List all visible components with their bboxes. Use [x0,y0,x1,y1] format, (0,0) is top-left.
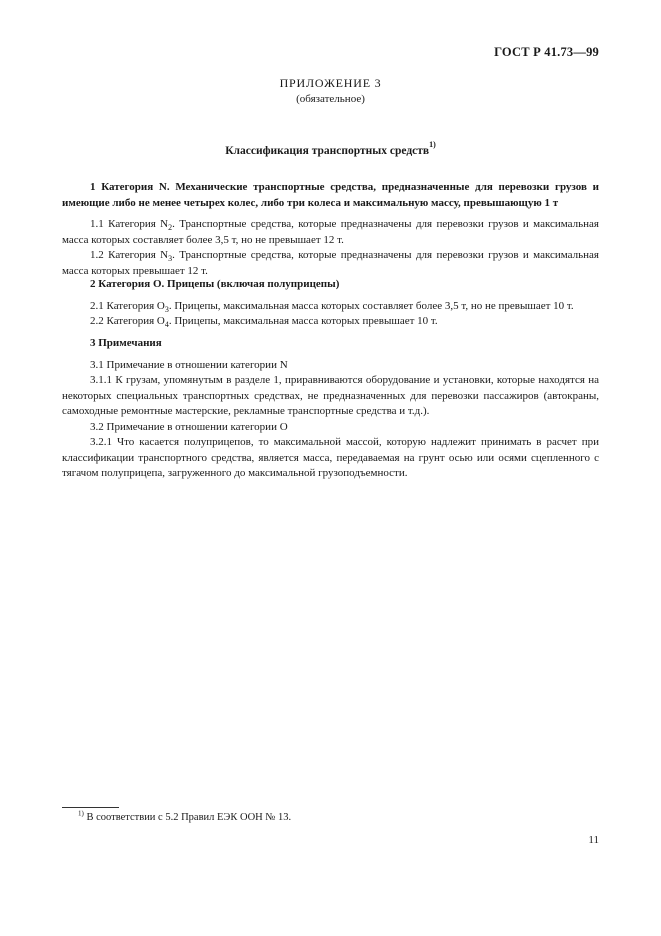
footnote [78,809,292,823]
section-2-heading: 2 Категория О. Прицепы (включая полуприцепы) [90,278,340,290]
item-1-2: 1.2 Категория $N_3$. Транспортные средства, которые предназначены для перевозки грузов и максимальная масса которых превышает 12 т. [62,249,599,277]
section-3-heading: 3 Примечания [90,337,162,349]
title-text: Классификация транспортных средств [225,145,430,157]
note-3-1-1: 3.1.1 К грузам, упомянутым в разделе 1, приравниваются оборудование и установки, которые находятся на некоторых специальных транспортных средствах, не предназначенных для перевозки пассажиров (автокраны, самоходные ремонтные мастерские, рекламные транспортные средства и т.д.). [62,374,599,417]
section-3 [62,336,599,482]
document-header: ГОСТ Р 41.73—99 [494,45,599,59]
note-3-1: 3.1 Примечание в отношении категории N [90,358,288,371]
section-title [62,140,599,157]
item-2-1: 2.1 Категория $О_3$. Прицепы, максимальная масса которых составляет более 3,5 т, но не превышает 10 т. [90,299,574,314]
footnote-text: В соответствии с 5.2 Правил ЕЭК ООН № 13. [86,812,292,823]
title-footnote-mark: 1) [429,140,436,150]
footnote-mark: 1) [78,809,84,818]
note-3-2: 3.2 Примечание в отношении категории О [90,420,288,433]
appendix-status: (обязательное) [296,93,365,105]
item-2-2: 2.2 Категория $О_4$. Прицепы, максимальная масса которых превышает 10 т. [90,315,438,330]
appendix-label: ПРИЛОЖЕНИЕ 3 [279,76,382,90]
section-1 [62,180,599,279]
section-1-heading: 1 Категория N. Механические транспортные средства, предназначенные для перевозки грузов и имеющие либо не менее четырех колес, либо три колеса и максимальную массу, превышающую 1 т [62,181,599,209]
section-2 [62,277,599,330]
footnote-divider [62,807,119,808]
page-number: 11 [588,834,599,846]
item-1-1: 1.1 Категория $N_2$. Транспортные средства, которые предназначены для перевозки грузов и максимальная масса которых составляет более 3,5 т, но не превышает 12 т. [62,218,599,246]
note-3-2-1: 3.2.1 Что касается полуприцепов, то максимальной массой, которую надлежит принимать в расчет при классификации транспортного средства, является масса, передаваемая на грунт осью или осями сцепленного с тягачом полуприцепа, загруженного до максимальной грузоподъемности. [62,436,599,479]
